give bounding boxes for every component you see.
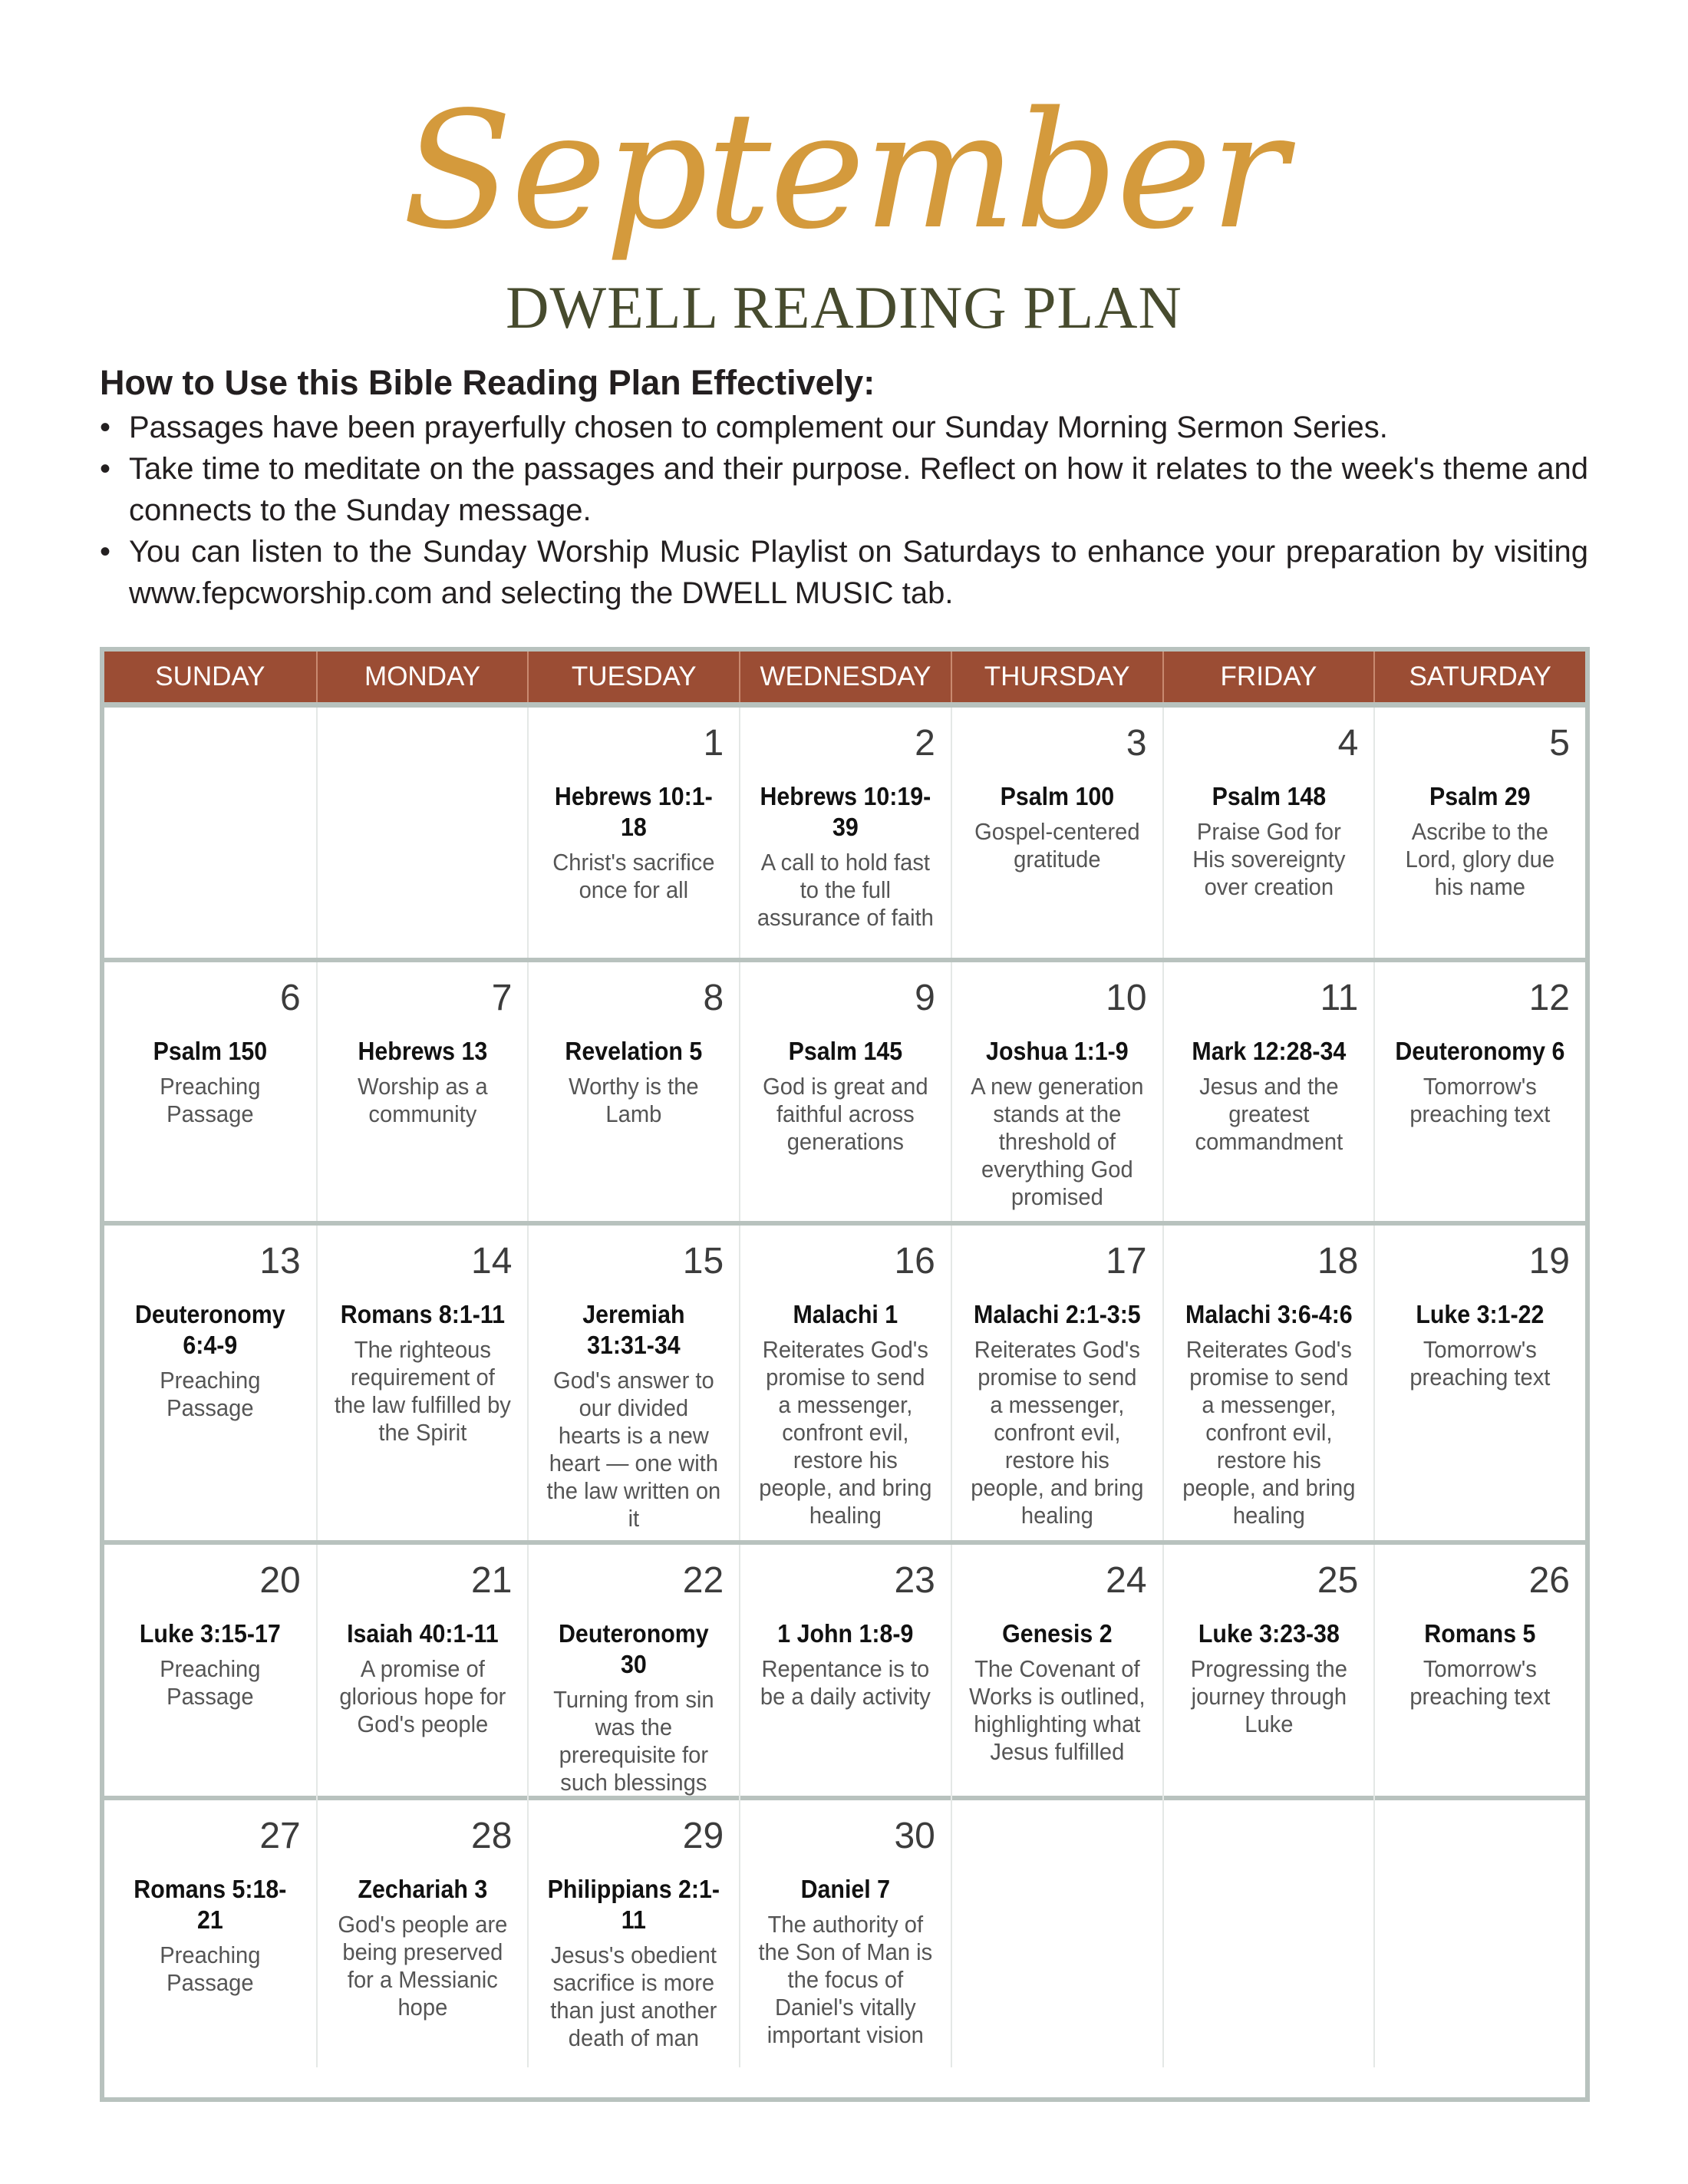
instructions-heading: How to Use this Bible Reading Plan Effectively: [100, 363, 875, 402]
scripture-passage: Joshua 1:1-9 [985, 1037, 1129, 1065]
bullet-icon: • [100, 411, 111, 444]
passage-theme: Reiterates God's promise to send a messenger, confront evil, restore his people, and bring healing [759, 1336, 932, 1529]
day-number: 27 [259, 1816, 301, 1856]
day-number: 21 [471, 1560, 513, 1601]
instruction-item [100, 407, 1588, 448]
instruction-item [100, 448, 1588, 531]
day-number: 4 [1337, 723, 1359, 764]
scripture-passage: Romans 5:18-21 [134, 1875, 287, 1934]
passage-theme: Praise God for His sovereignty over creation [1192, 818, 1346, 900]
calendar-empty-cell [104, 708, 316, 958]
passage-theme: The righteous requirement of the law fulfilled by the Spirit [334, 1336, 511, 1446]
calendar-week [104, 1545, 1585, 1800]
day-number: 15 [682, 1241, 724, 1282]
calendar-day-5 [1373, 708, 1585, 958]
weekday-header-sunday: SUNDAY [155, 661, 265, 691]
calendar-day-19 [1373, 1226, 1585, 1540]
day-number: 17 [1106, 1241, 1147, 1282]
instructions-list [100, 407, 1588, 614]
calendar-day-25 [1162, 1545, 1374, 1804]
passage-theme: Reiterates God's promise to send a messenger, confront evil, restore his people, and bring healing [971, 1336, 1144, 1529]
calendar-day-9 [739, 962, 951, 1221]
weekday-header-thursday: THURSDAY [951, 652, 1162, 702]
passage-theme: Tomorrow's preaching text [1409, 1655, 1551, 1710]
instruction-text: Take time to meditate on the passages and their purpose. Reflect on how it relates to the week's theme and connects to the Sunday message. [129, 452, 1588, 527]
scripture-passage: Hebrews 10:1-18 [555, 782, 714, 841]
scripture-passage: Hebrews 13 [358, 1037, 487, 1065]
calendar-day-17 [951, 1226, 1162, 1540]
calendar-header [104, 652, 1585, 708]
passage-theme: Worthy is the Lamb [569, 1073, 700, 1127]
passage-theme: God is great and faithful across generations [763, 1073, 928, 1155]
passage-theme: Ascribe to the Lord, glory due his name [1405, 818, 1555, 900]
calendar-empty-cell [951, 1800, 1162, 2067]
day-number: 3 [1126, 723, 1147, 764]
passage-theme: Preaching Passage [160, 1942, 261, 1996]
scripture-passage: Hebrews 10:19-39 [760, 782, 931, 841]
calendar-day-7 [316, 962, 528, 1221]
passage-theme: Gospel-centered gratitude [974, 818, 1140, 873]
day-number: 2 [915, 723, 935, 764]
day-number: 13 [259, 1241, 301, 1282]
scripture-passage: Psalm 145 [788, 1037, 903, 1065]
day-number: 28 [471, 1816, 513, 1856]
instruction-text: You can listen to the Sunday Worship Music Playlist on Saturdays to enhance your preparation by visiting www.fepcworship.com and selecting the DWELL MUSIC tab. [129, 535, 1588, 610]
calendar-day-27 [104, 1800, 316, 2067]
bullet-icon: • [100, 535, 111, 569]
passage-theme: The authority of the Son of Man is the focus of Daniel's vitally important vision [758, 1911, 933, 2048]
calendar-empty-cell [1373, 1800, 1585, 2067]
passage-theme: Jesus and the greatest commandment [1195, 1073, 1343, 1155]
passage-theme: God's people are being preserved for a Messianic hope [338, 1911, 508, 2021]
day-number: 24 [1106, 1560, 1147, 1601]
passage-theme: Preaching Passage [160, 1073, 261, 1127]
page-subtitle: DWELL READING PLAN [506, 274, 1182, 341]
passage-theme: Reiterates God's promise to send a messenger, confront evil, restore his people, and bring healing [1182, 1336, 1356, 1529]
day-number: 14 [471, 1241, 513, 1282]
day-number: 11 [1320, 978, 1359, 1018]
calendar-empty-cell [316, 708, 528, 958]
day-number: 26 [1528, 1560, 1570, 1601]
calendar-day-8 [527, 962, 739, 1221]
scripture-passage: Jeremiah 31:31-34 [582, 1300, 685, 1359]
calendar-week [104, 1226, 1585, 1545]
calendar-day-30 [739, 1800, 951, 2067]
weekday-header-wednesday: WEDNESDAY [739, 652, 951, 702]
passage-theme: Turning from sin was the prerequisite for such blessings [553, 1686, 715, 1796]
scripture-passage: Deuteronomy 30 [559, 1619, 710, 1678]
scripture-passage: Malachi 3:6-4:6 [1185, 1300, 1353, 1328]
calendar-day-10 [951, 962, 1162, 1221]
day-number: 29 [682, 1816, 724, 1856]
scripture-passage: Malachi 2:1-3:5 [973, 1300, 1141, 1328]
calendar-day-26 [1373, 1545, 1585, 1804]
passage-theme: Jesus's obedient sacrifice is more than just another death of man [550, 1942, 717, 2051]
passage-theme: Tomorrow's preaching text [1409, 1073, 1551, 1127]
passage-theme: A call to hold fast to the full assurance of faith [757, 849, 935, 931]
passage-theme: Tomorrow's preaching text [1409, 1336, 1551, 1391]
day-number: 22 [682, 1560, 724, 1601]
calendar-day-15 [527, 1226, 739, 1540]
passage-theme: God's answer to our divided hearts is a new heart — one with the law written on it [546, 1367, 721, 1532]
scripture-passage: Deuteronomy 6:4-9 [135, 1300, 285, 1359]
day-number: 8 [703, 978, 724, 1018]
scripture-passage: Psalm 100 [1000, 782, 1114, 810]
scripture-passage: Daniel 7 [800, 1875, 891, 1903]
calendar-day-21 [316, 1545, 528, 1804]
calendar-grid [100, 647, 1590, 2102]
scripture-passage: Romans 5 [1424, 1619, 1536, 1648]
day-number: 6 [280, 978, 301, 1018]
page-title: September [402, 77, 1286, 265]
passage-theme: A new generation stands at the threshold of everything God promised [971, 1073, 1144, 1210]
calendar-week [104, 708, 1585, 962]
calendar-day-18 [1162, 1226, 1374, 1540]
scripture-passage: Psalm 29 [1429, 782, 1531, 810]
scripture-passage: Isaiah 40:1-11 [346, 1619, 499, 1648]
calendar-day-3 [951, 708, 1162, 958]
day-number: 5 [1549, 723, 1570, 764]
calendar-day-28 [316, 1800, 528, 2067]
scripture-passage: Philippians 2:1-11 [548, 1875, 720, 1934]
day-number: 12 [1528, 978, 1570, 1018]
calendar-day-4 [1162, 708, 1374, 958]
calendar-day-16 [739, 1226, 951, 1540]
calendar-week [104, 1800, 1585, 2067]
instruction-item [100, 531, 1588, 614]
calendar-day-2 [739, 708, 951, 958]
passage-theme: Preaching Passage [160, 1655, 261, 1710]
scripture-passage: Luke 3:15-17 [139, 1619, 281, 1648]
passage-theme: The Covenant of Works is outlined, highlighting what Jesus fulfilled [968, 1655, 1146, 1765]
day-number: 16 [894, 1241, 935, 1282]
day-number: 9 [915, 978, 935, 1018]
calendar-day-24 [951, 1545, 1162, 1804]
calendar-day-29 [527, 1800, 739, 2067]
calendar-empty-cell [1162, 1800, 1374, 2067]
passage-theme: Christ's sacrifice once for all [552, 849, 715, 903]
day-number: 10 [1106, 978, 1147, 1018]
calendar-day-22 [527, 1545, 739, 1804]
weekday-header-tuesday: TUESDAY [527, 652, 739, 702]
calendar-day-12 [1373, 962, 1585, 1221]
day-number: 25 [1317, 1560, 1359, 1601]
bullet-icon: • [100, 452, 111, 486]
weekday-header-saturday: SATURDAY [1373, 652, 1585, 702]
day-number: 7 [491, 978, 513, 1018]
day-number: 1 [703, 723, 724, 764]
calendar-day-13 [104, 1226, 316, 1540]
calendar-day-11 [1162, 962, 1374, 1221]
instructions-section [100, 359, 1588, 614]
passage-theme: Worship as a community [357, 1073, 488, 1127]
day-number: 23 [894, 1560, 935, 1601]
day-number: 20 [259, 1560, 301, 1601]
scripture-passage: Luke 3:1-22 [1416, 1300, 1545, 1328]
passage-theme: A promise of glorious hope for God's people [339, 1655, 506, 1737]
passage-theme: Repentance is to be a daily activity [760, 1655, 931, 1710]
weekday-header-friday: FRIDAY [1162, 652, 1374, 702]
instruction-text: Passages have been prayerfully chosen to complement our Sunday Morning Sermon Series. [129, 411, 1388, 444]
scripture-passage: Genesis 2 [1001, 1619, 1113, 1648]
scripture-passage: Revelation 5 [565, 1037, 703, 1065]
calendar-week [104, 962, 1585, 1226]
scripture-passage: Luke 3:23-38 [1198, 1619, 1340, 1648]
calendar-day-6 [104, 962, 316, 1221]
day-number: 30 [894, 1816, 935, 1856]
scripture-passage: Mark 12:28-34 [1191, 1037, 1346, 1065]
calendar-day-1 [527, 708, 739, 958]
calendar-body [104, 708, 1585, 2067]
scripture-passage: Psalm 148 [1212, 782, 1326, 810]
calendar-day-20 [104, 1545, 316, 1804]
scripture-passage: 1 John 1:8-9 [777, 1619, 914, 1648]
scripture-passage: Psalm 150 [153, 1037, 268, 1065]
passage-theme: Preaching Passage [160, 1367, 261, 1421]
weekday-header-monday: MONDAY [316, 652, 528, 702]
scripture-passage: Zechariah 3 [358, 1875, 487, 1903]
scripture-passage: Romans 8:1-11 [340, 1300, 505, 1328]
passage-theme: Progressing the journey through Luke [1190, 1655, 1347, 1737]
calendar-day-23 [739, 1545, 951, 1804]
scripture-passage: Malachi 1 [793, 1300, 898, 1328]
day-number: 18 [1317, 1241, 1359, 1282]
scripture-passage: Deuteronomy 6 [1395, 1037, 1565, 1065]
calendar-day-14 [316, 1226, 528, 1540]
day-number: 19 [1528, 1241, 1570, 1282]
